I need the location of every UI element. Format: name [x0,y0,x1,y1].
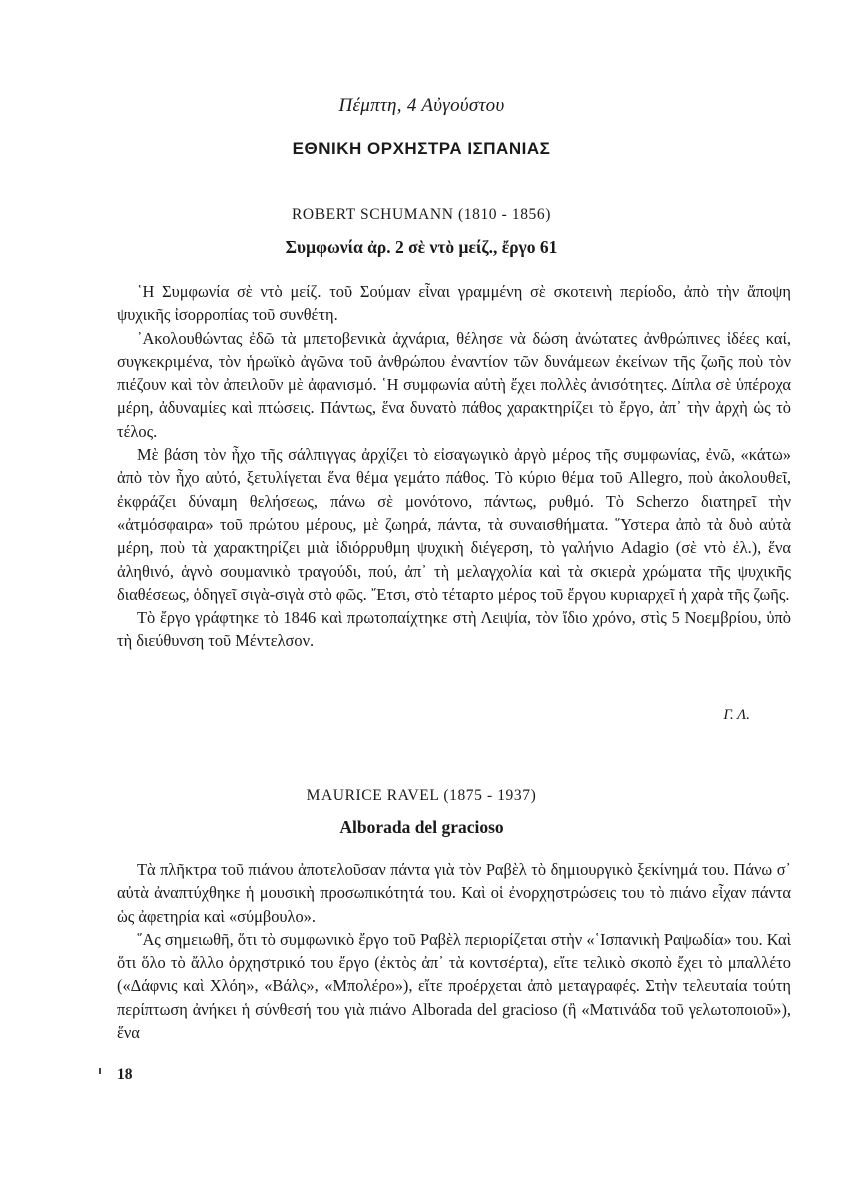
paragraph: Τὸ ἔργο γράφτηκε τὸ 1846 καὶ πρωτοπαίχτηκε στὴ Λειψία, τὸν ἴδιο χρόνο, στὶς 5 Νοεμβρίου, ὑπὸ τὴ διεύθυνση τοῦ Μέντελσον. [117,608,791,651]
author-initials: Γ. Λ. [723,707,750,723]
page-number: 18 [117,1066,133,1083]
work-title-schumann: Συμφωνία ἀρ. 2 σὲ ντὸ μείζ., ἔργο 61 [285,237,558,257]
paragraph: ῾Η Συμφωνία σὲ ντὸ μείζ. τοῦ Σούμαν εἶναι γραμμένη σὲ σκοτεινὴ περίοδο, ἀπὸ τὴν ἄποψη ψυχικῆς ἰσορροπίας τοῦ συνθέτη. [117,282,791,325]
ravel-notes [117,858,791,1044]
concert-date: Πέμπτη, 4 Αὐγούστου [338,95,505,116]
paragraph: ᾿Ακολουθώντας ἐδῶ τὰ μπετοβενικὰ ἀχνάρια, θέλησε νὰ δώση ἀνώτατες ἀνθρώπινες ἰδέες καί, συγκεκριμένα, τὸν ἡρωϊκὸ ἀγῶνα τοῦ ἀνθρώπου ἐναντίον τῶν δυνάμεων ἐκείνων τῆς ζωῆς ποὺ τὸν πιέζουν καὶ τὸν ἀπειλοῦν μὲ ἀφανισμό. ῾Η συμφωνία αὐτὴ ἔχει πολλὲς ἀνισότητες. Δίπλα σὲ ὑπέροχα μέρη, ἀδυναμίες καὶ πτώσεις. Πάντως, ἕνα δυνατὸ πάθος χαρακτηρίζει τὸ ἔργο, ἀπ᾿ τὴν ἀρχὴ ὡς τὸ τέλος. [117,328,791,441]
paragraph: Τὰ πλῆκτρα τοῦ πιάνου ἀποτελοῦσαν πάντα γιὰ τὸν Ραβὲλ τὸ δημιουργικὸ ξεκίνημά του. Πάνω σ᾿ αὐτὰ ἀναπτύχθηκε ἡ μουσικὴ προσωπικότητά του. Καὶ οἱ ἐνορχηστρώσεις του τὸ πιάνο εἶχαν πάντα ὡς ἀφετηρία καὶ «σύμβουλο». [117,860,791,926]
paragraph: ῞Ας σημειωθῆ, ὅτι τὸ συμφωνικὸ ἔργο τοῦ Ραβὲλ περιορίζεται στὴν «῾Ισπανικὴ Ραψωδία» του. Καὶ ὅτι ὅλο τὸ ἄλλο ὀρχηστρικό του ἔργο (ἐκτὸς ἀπ᾿ τὰ κοντσέρτα), εἴτε τελικὸ σκοπὸ ἔχει τὸ μπαλλέτο («Δάφνις καὶ Χλόη», «Βάλς», «Μπολέρο»), εἴτε προέρχεται ἀπὸ μεταγραφές. Στὴν τελευταία τούτη περίπτωση ἀνήκει ἡ σύνθεσή του γιὰ πιάνο Alborada del gracioso (ἢ «Ματινάδα τοῦ γελωτοποιοῦ»), ἕνα [117,929,791,1043]
schumann-notes [117,280,791,653]
orchestra-title: ΕΘΝΙΚΗ ΟΡΧΗΣΤΡΑ ΙΣΠΑΝΙΑΣ [292,139,551,158]
paragraph: Μὲ βάση τὸν ἦχο τῆς σάλπιγγας ἀρχίζει τὸ εἰσαγωγικὸ ἀργὸ μέρος τῆς συμφωνίας, ἐνῶ, «κάτω» ἀπὸ τὸν ἦχο αὐτό, ξετυλίγεται ἕνα θέμα γεμάτο πάθος. Τὸ κύριο θέμα τοῦ Allegro, ποὺ ἀκολουθεῖ, ἐκφράζει δύναμη θελήσεως, πάνω σὲ μονότονο, πάντως, ρυθμό. Τὸ Scherzo διατηρεῖ τὴν «ἀτμόσφαιρα» τοῦ πρώτου μέρους, μὲ ζωηρά, πάντα, τὰ συναισθήματα. ῞Υστερα ἀπὸ τὰ δυὸ αὐτὰ μέρη, ποὺ τὰ χαρακτηρίζει μιὰ ἰδιόρρυθμη ψυχικὴ διέγερση, τὸ γαλήνιο Adagio (σὲ ντὸ ἐλ.), ἕνα ἀληθινό, ἁγνὸ σουμανικὸ τραγούδι, πού, ἀπ᾿ τὴ μελαγχολία καὶ τὰ σκιερὰ χρώματα τῆς ψυχικῆς διαθέσεως, ὁδηγεῖ σιγὰ-σιγὰ στὸ φῶς. ῎Ετσι, στὸ τέταρτο μέρος τοῦ ἔργου κυριαρχεῖ ἡ χαρὰ τῆς ζωῆς. [117,445,791,604]
work-title-ravel: Alborada del gracioso [339,817,504,837]
composer-heading-schumann: ROBERT SCHUMANN (1810 - 1856) [291,206,552,223]
composer-heading-ravel: MAURICE RAVEL (1875 - 1937) [306,787,537,804]
margin-mark [99,1068,101,1074]
